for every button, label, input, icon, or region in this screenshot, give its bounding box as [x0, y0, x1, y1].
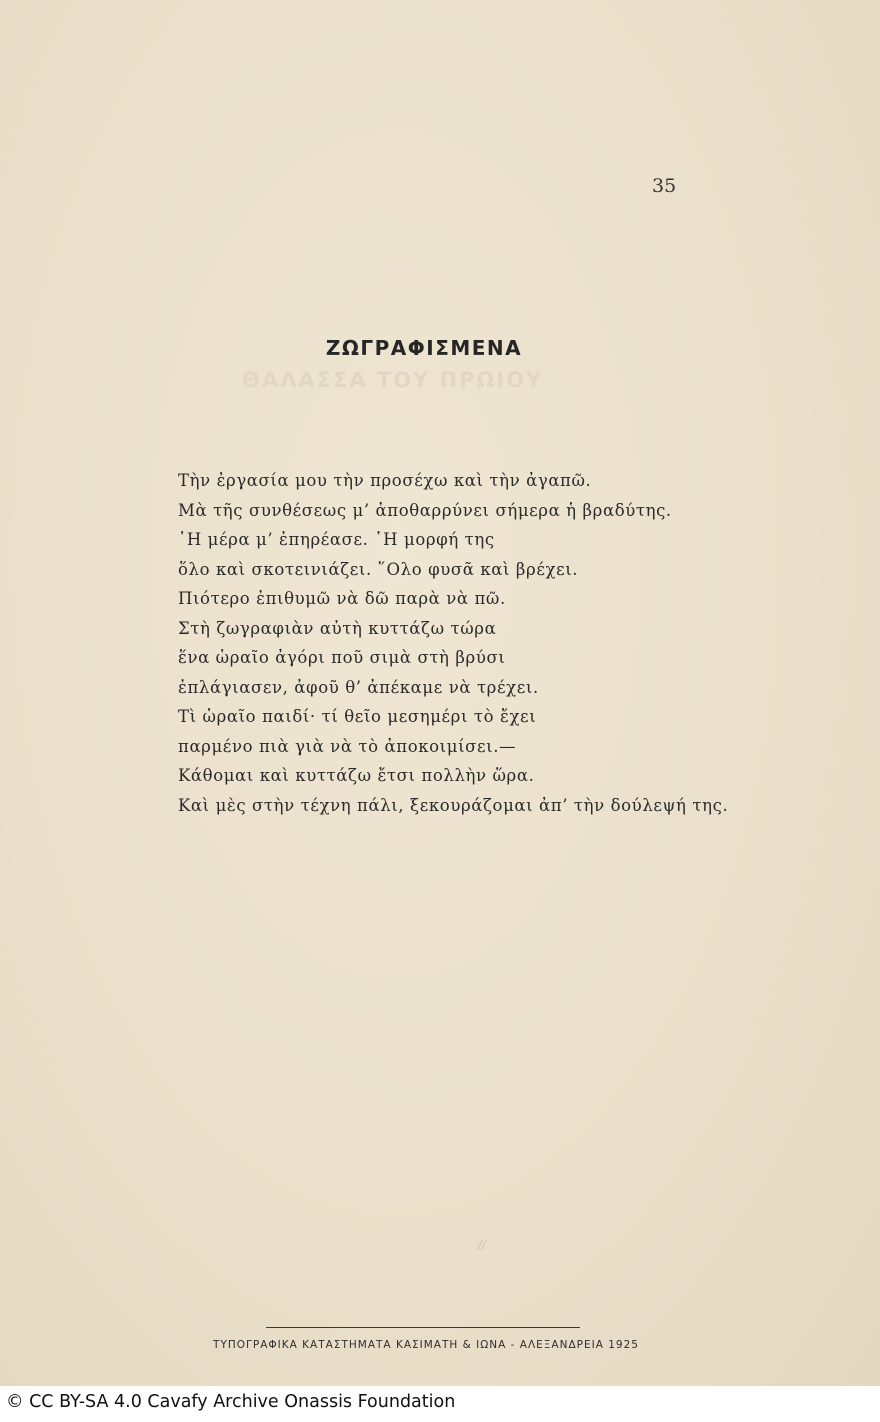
margin-mark: // [478, 1238, 487, 1252]
poem-line: παρμένο πιὰ γιὰ νὰ τὸ ἀποκοιμίσει.— [178, 736, 517, 756]
poem-line: Τὶ ὡραῖο παιδί· τί θεῖο μεσημέρι τὸ ἔχει [178, 707, 537, 726]
footer-divider [266, 1327, 580, 1328]
poem-line: Καὶ μὲς στὴν τέχνη πάλι, ξεκουράζομαι ἀπ’ τὴν δούλεψή της. [178, 795, 729, 815]
printer-imprint: ΤΥΠΟΓΡΑΦΙΚΑ ΚΑΤΑΣΤΗΜΑΤΑ ΚΑΣΙΜΑΤΗ & ΙΩΝΑ - ΑΛΕΞΑΝΔΡΕΙΑ 1925 [213, 1339, 639, 1351]
page-number: 35 [652, 175, 677, 197]
poem-line: Μὰ τῆς συνθέσεως μ’ ἀποθαρρύνει σήμερα ἡ βραδύτης. [178, 500, 672, 520]
bleed-through-title: ΘΑΛΑΣΣΑ ΤΟΥ ΠΡΩΙΟΥ [242, 368, 544, 392]
poem-line: ἕνα ὡραῖο ἀγόρι ποῦ σιμὰ στὴ βρύσι [178, 648, 506, 667]
copyright-credit: © CC BY-SA 4.0 Cavafy Archive Onassis Foundation [6, 1392, 456, 1412]
poem-line: ἐπλάγιασεν, ἀφοῦ θ’ ἀπέκαμε νὰ τρέχει. [178, 677, 539, 697]
poem-line: Τὴν ἐργασία μου τὴν προσέχω καὶ τὴν ἀγαπῶ. [178, 471, 592, 490]
poem-line: ὅλο καὶ σκοτεινιάζει. ῞Ολο φυσᾶ καὶ βρέχει. [178, 559, 579, 579]
poem-line: Στὴ ζωγραφιὰν αὐτὴ κυττάζω τώρα [178, 618, 497, 638]
poem-line: Κάθομαι καὶ κυττάζω ἔτσι πολλὴν ὥρα. [178, 766, 535, 785]
poem-line: ῾Η μέρα μ’ ἐπηρέασε. ῾Η μορφή της [178, 530, 495, 549]
poem-body [178, 466, 728, 820]
poem-line: Πιότερο ἐπιθυμῶ νὰ δῶ παρὰ νὰ πῶ. [178, 589, 506, 608]
poem-title: ΖΩΓΡΑΦΙΣΜΕΝΑ [325, 336, 523, 360]
credit-bar [0, 1386, 880, 1422]
